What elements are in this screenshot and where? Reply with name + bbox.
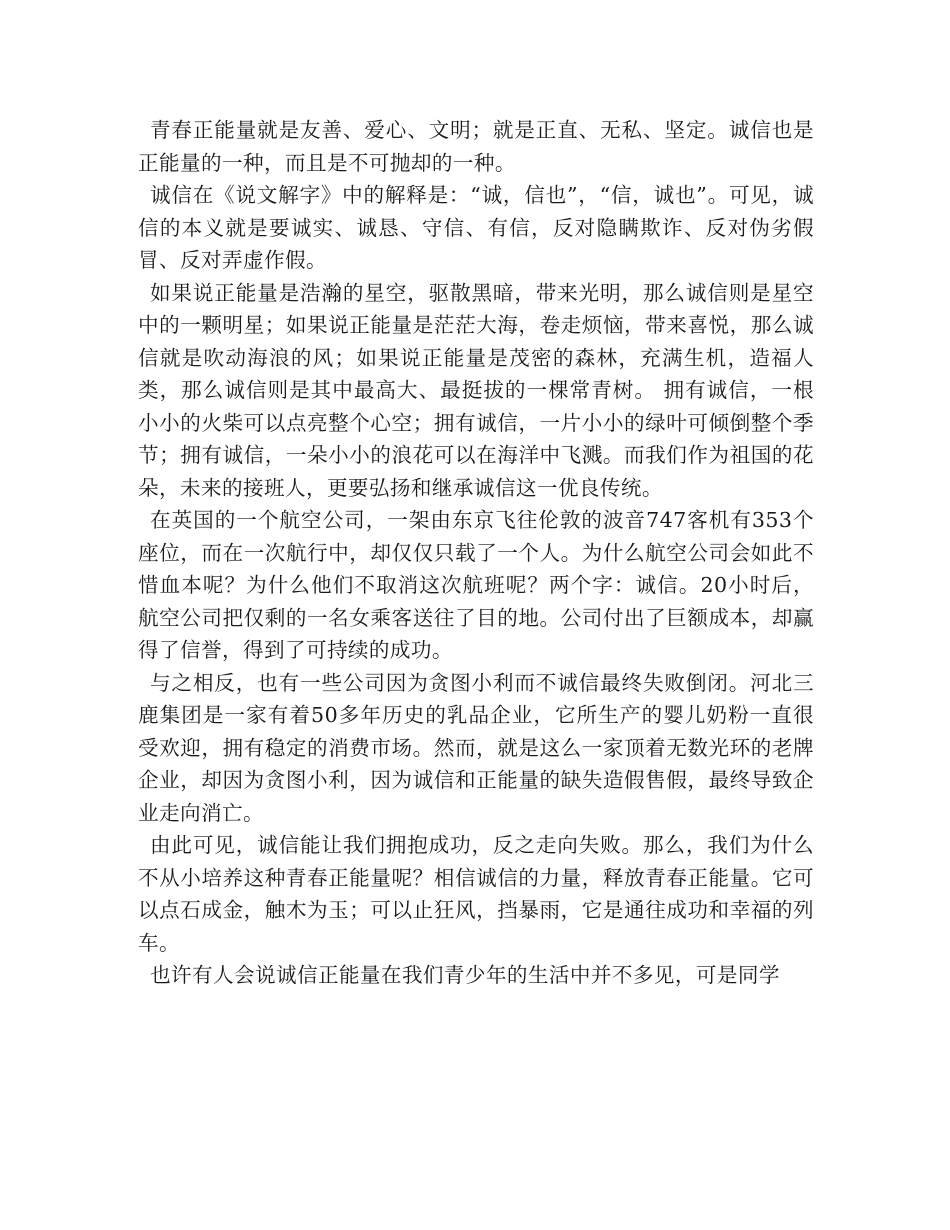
paragraph-2: 诚信在《说文解字》中的解释是：“诚，信也”，“信，诚也”。可见，诚信的本义就是要诚实、诚恳、守信、有信，反对隐瞒欺诈、反对伪劣假冒、反对弄虚作假。 [138,183,814,272]
paragraph-3: 如果说正能量是浩瀚的星空，驱散黑暗，带来光明，那么诚信则是星空中的一颗明星；如果说正能量是茫茫大海，卷走烦恼，带来喜悦，那么诚信就是吹动海浪的风；如果说正能量是茂密的森林，充满生机，造福人类，那么诚信则是其中最高大、最挺拔的一棵常青树。 拥有诚信，一根小小的火柴可以点亮整个心空；拥有诚信，一片小小的绿叶可倾倒整个季节；拥有诚信，一朵小小的浪花可以在海洋中飞溅。而我们作为祖国的花朵，未来的接班人，更要弘扬和继承诚信这一优良传统。 [138,280,814,500]
essay-body [138,114,814,992]
paragraph-4: 在英国的一个航空公司，一架由东京飞往伦敦的波音747客机有353个座位，而在一次航行中，却仅仅只载了一个人。为什么航空公司会如此不惜血本呢？为什么他们不取消这次航班呢？两个字：诚信。20小时后，航空公司把仅剩的一名女乘客送往了目的地。公司付出了巨额成本，却赢得了信誉，得到了可持续的成功。 [138,508,814,662]
paragraph-7: 也许有人会说诚信正能量在我们青少年的生活中并不多见，可是同学 [150,963,780,987]
paragraph-6: 由此可见，诚信能让我们拥抱成功，反之走向失败。那么，我们为什么不从小培养这种青春正能量呢？相信诚信的力量，释放青春正能量。它可以点石成金，触木为玉；可以止狂风，挡暴雨，它是通往成功和幸福的列车。 [138,833,814,955]
paragraph-5: 与之相反，也有一些公司因为贪图小利而不诚信最终失败倒闭。河北三鹿集团是一家有着50多年历史的乳品企业，它所生产的婴儿奶粉一直很受欢迎，拥有稳定的消费市场。然而，就是这么一家顶着无数光环的老牌企业，却因为贪图小利，因为诚信和正能量的缺失造假售假，最终导致企业走向消亡。 [138,670,814,825]
paragraph-1: 青春正能量就是友善、爱心、文明；就是正直、无私、坚定。诚信也是正能量的一种，而且是不可抛却的一种。 [138,118,814,175]
